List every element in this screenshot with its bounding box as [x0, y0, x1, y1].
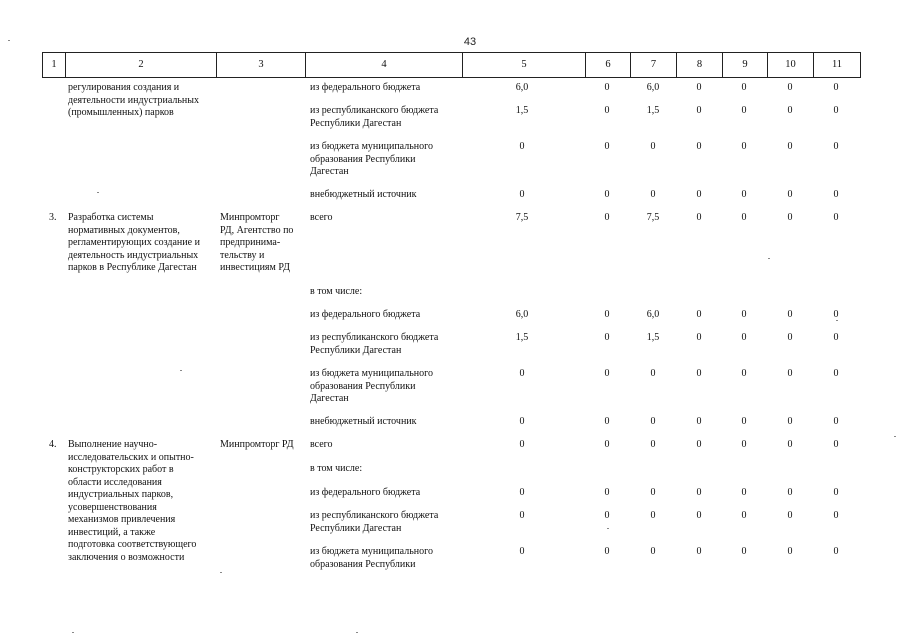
scan-speck — [72, 632, 74, 633]
value-cell-col-6: 0 — [604, 332, 610, 343]
value-cell-col-6: 0 — [604, 105, 610, 116]
scan-speck — [220, 572, 222, 573]
scan-speck — [607, 528, 609, 529]
value-cell-col-9: 0 — [741, 416, 747, 427]
value-cell-col-11: 0 — [833, 368, 839, 379]
value-cell-col-5: 6,0 — [515, 82, 529, 93]
value-cell-col-11: 0 — [833, 105, 839, 116]
value-cell-col-5: 0 — [519, 546, 525, 557]
value-cell-col-9: 0 — [741, 212, 747, 223]
value-cell-col-5: 7,5 — [515, 212, 529, 223]
item-name-continuation: регулирования создания и деятельности индустриальных (промышленных) парков — [68, 82, 199, 118]
value-cell-col-7: 0 — [650, 487, 656, 498]
funding-source-label: в том числе: — [310, 463, 363, 474]
value-cell-col-10: 0 — [787, 82, 793, 93]
value-cell-col-9: 0 — [741, 487, 747, 498]
funding-source-label: из республиканского бюджета Республики Дагестан — [310, 332, 439, 356]
header-cell-col-3: 3 — [217, 53, 306, 77]
header-cell-col-10: 10 — [768, 53, 814, 77]
value-cell-col-11: 0 — [833, 487, 839, 498]
header-cell-col-4: 4 — [306, 53, 463, 77]
value-cell-col-8: 0 — [696, 141, 702, 152]
scan-speck — [894, 436, 896, 437]
value-cell-col-9: 0 — [741, 82, 747, 93]
value-cell-col-6: 0 — [604, 141, 610, 152]
value-cell-col-8: 0 — [696, 105, 702, 116]
value-cell-col-9: 0 — [741, 105, 747, 116]
funding-source-label: внебюджетный источник — [310, 416, 417, 427]
value-cell-col-10: 0 — [787, 332, 793, 343]
funding-source-label: в том числе: — [310, 286, 363, 297]
value-cell-col-11: 0 — [833, 332, 839, 343]
scan-speck — [356, 632, 358, 633]
value-cell-col-8: 0 — [696, 368, 702, 379]
funding-source-label: из федерального бюджета — [310, 82, 421, 93]
item-executor: Минпромторг РД — [220, 439, 294, 450]
value-cell-col-8: 0 — [696, 439, 702, 450]
value-cell-col-10: 0 — [787, 546, 793, 557]
value-cell-col-8: 0 — [696, 416, 702, 427]
value-cell-col-7: 0 — [650, 439, 656, 450]
value-cell-col-9: 0 — [741, 546, 747, 557]
value-cell-col-5: 1,5 — [515, 105, 529, 116]
table-header — [42, 52, 861, 78]
value-cell-col-6: 0 — [604, 546, 610, 557]
value-cell-col-11: 0 — [833, 439, 839, 450]
value-cell-col-7: 6,0 — [646, 82, 660, 93]
value-cell-col-5: 0 — [519, 416, 525, 427]
value-cell-col-5: 0 — [519, 189, 525, 200]
header-cell-col-1: 1 — [43, 53, 66, 77]
value-cell-col-10: 0 — [787, 368, 793, 379]
header-cell-col-6: 6 — [586, 53, 631, 77]
value-cell-col-8: 0 — [696, 309, 702, 320]
value-cell-col-7: 0 — [650, 368, 656, 379]
scan-speck — [180, 370, 182, 371]
funding-source-label: из бюджета муниципального образования Республики — [310, 546, 433, 570]
value-cell-col-9: 0 — [741, 439, 747, 450]
value-cell-col-6: 0 — [604, 510, 610, 521]
value-cell-col-11: 0 — [833, 141, 839, 152]
value-cell-col-9: 0 — [741, 332, 747, 343]
funding-source-label: внебюджетный источник — [310, 189, 417, 200]
value-cell-col-9: 0 — [741, 141, 747, 152]
value-cell-col-5: 6,0 — [515, 309, 529, 320]
value-cell-col-7: 0 — [650, 510, 656, 521]
scan-speck — [836, 320, 838, 321]
value-cell-col-10: 0 — [787, 189, 793, 200]
value-cell-col-9: 0 — [741, 368, 747, 379]
value-cell-col-10: 0 — [787, 439, 793, 450]
value-cell-col-9: 0 — [741, 510, 747, 521]
scan-speck — [8, 40, 10, 41]
value-cell-col-10: 0 — [787, 141, 793, 152]
value-cell-col-6: 0 — [604, 189, 610, 200]
scan-speck — [97, 192, 99, 193]
value-cell-col-7: 6,0 — [646, 309, 660, 320]
value-cell-col-5: 0 — [519, 141, 525, 152]
value-cell-col-5: 0 — [519, 368, 525, 379]
funding-source-label: из федерального бюджета — [310, 487, 421, 498]
value-cell-col-6: 0 — [604, 309, 610, 320]
value-cell-col-6: 0 — [604, 487, 610, 498]
header-cell-col-11: 11 — [814, 53, 861, 77]
value-cell-col-5: 0 — [519, 510, 525, 521]
header-cell-col-5: 5 — [463, 53, 586, 77]
funding-source-label: из федерального бюджета — [310, 309, 421, 320]
value-cell-col-7: 0 — [650, 546, 656, 557]
value-cell-col-10: 0 — [787, 309, 793, 320]
item-number: 4. — [49, 439, 57, 450]
funding-source-label: из республиканского бюджета Республики Дагестан — [310, 510, 439, 534]
value-cell-col-6: 0 — [604, 439, 610, 450]
item-executor: Минпромторг РД, Агентство по предпринима- тельству и инвестициям РД — [220, 212, 294, 273]
value-cell-col-5: 1,5 — [515, 332, 529, 343]
value-cell-col-10: 0 — [787, 416, 793, 427]
value-cell-col-8: 0 — [696, 189, 702, 200]
header-cell-col-9: 9 — [723, 53, 768, 77]
funding-source-label: из бюджета муниципального образования Республики Дагестан — [310, 368, 433, 404]
value-cell-col-8: 0 — [696, 510, 702, 521]
value-cell-col-11: 0 — [833, 416, 839, 427]
value-cell-col-6: 0 — [604, 368, 610, 379]
value-cell-col-7: 0 — [650, 416, 656, 427]
page-number: 43 — [463, 36, 477, 48]
value-cell-col-6: 0 — [604, 212, 610, 223]
item-name: Разработка системы нормативных документов, регламентирующих создание и деятельность индустриальных парков в Республике Дагестан — [68, 212, 200, 273]
value-cell-col-10: 0 — [787, 105, 793, 116]
value-cell-col-8: 0 — [696, 546, 702, 557]
value-cell-col-5: 0 — [519, 487, 525, 498]
value-cell-col-11: 0 — [833, 189, 839, 200]
value-cell-col-11: 0 — [833, 82, 839, 93]
value-cell-col-10: 0 — [787, 212, 793, 223]
value-cell-col-7: 0 — [650, 141, 656, 152]
value-cell-col-7: 1,5 — [646, 332, 660, 343]
value-cell-col-5: 0 — [519, 439, 525, 450]
item-name: Выполнение научно- исследовательских и опытно- конструкторских работ в области исследования индустриальных парков, усовершенствования механизмов привлечения инвестиций, а также подготовка соответствующего заключения о возможности — [68, 439, 197, 563]
funding-source-label: всего — [310, 212, 333, 223]
value-cell-col-7: 1,5 — [646, 105, 660, 116]
value-cell-col-10: 0 — [787, 510, 793, 521]
value-cell-col-11: 0 — [833, 510, 839, 521]
header-cell-col-7: 7 — [631, 53, 677, 77]
value-cell-col-8: 0 — [696, 82, 702, 93]
value-cell-col-8: 0 — [696, 332, 702, 343]
value-cell-col-7: 0 — [650, 189, 656, 200]
value-cell-col-11: 0 — [833, 309, 839, 320]
value-cell-col-9: 0 — [741, 189, 747, 200]
funding-source-label: из бюджета муниципального образования Республики Дагестан — [310, 141, 433, 177]
funding-source-label: из республиканского бюджета Республики Дагестан — [310, 105, 439, 129]
value-cell-col-10: 0 — [787, 487, 793, 498]
value-cell-col-6: 0 — [604, 416, 610, 427]
value-cell-col-8: 0 — [696, 487, 702, 498]
value-cell-col-8: 0 — [696, 212, 702, 223]
funding-source-label: всего — [310, 439, 333, 450]
item-number: 3. — [49, 212, 57, 223]
value-cell-col-11: 0 — [833, 546, 839, 557]
header-cell-col-2: 2 — [66, 53, 217, 77]
value-cell-col-9: 0 — [741, 309, 747, 320]
value-cell-col-6: 0 — [604, 82, 610, 93]
value-cell-col-7: 7,5 — [646, 212, 660, 223]
header-cell-col-8: 8 — [677, 53, 723, 77]
value-cell-col-11: 0 — [833, 212, 839, 223]
scan-speck — [768, 258, 770, 259]
